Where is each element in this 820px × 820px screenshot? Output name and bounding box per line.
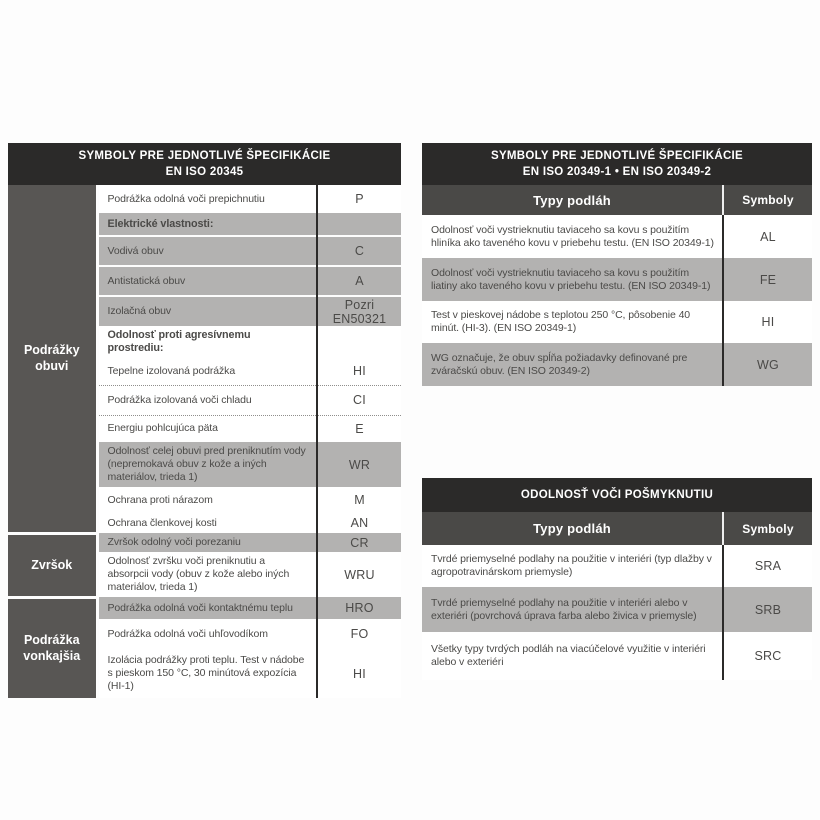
table-row xyxy=(8,533,401,552)
row-symbol: C xyxy=(317,236,401,266)
table-row xyxy=(422,258,812,301)
row-symbol: WRU xyxy=(317,552,401,597)
row-symbol: E xyxy=(317,415,401,442)
row-description: Zvršok odolný voči porezaniu xyxy=(97,533,317,552)
row-symbol: SRA xyxy=(723,545,812,587)
row-symbol: A xyxy=(317,266,401,296)
row-symbol: HRO xyxy=(317,597,401,619)
table-title-line1: SYMBOLY PRE JEDNOTLIVÉ ŠPECIFIKÁCIE xyxy=(490,150,744,162)
table-en-iso-20345 xyxy=(8,143,401,698)
row-description: Ochrana proti nárazom xyxy=(97,487,317,513)
row-description: Podrážka odolná voči uhľovodíkom xyxy=(97,619,317,649)
row-description: Tepelne izolovaná podrážka xyxy=(97,358,317,385)
row-description: Izolácia podrážky proti teplu. Test v nádobe s pieskom 150 °C, 30 minútová expozícia (HI-1) xyxy=(97,649,317,698)
table-title-bar xyxy=(422,143,812,185)
group-label: Podrážky obuvi xyxy=(8,185,97,533)
row-description: Podrážka odolná voči kontaktnému teplu xyxy=(97,597,317,619)
table-title-line2: EN ISO 20345 xyxy=(165,166,244,178)
row-symbol: AL xyxy=(723,215,812,258)
row-symbol xyxy=(317,213,401,236)
table-row xyxy=(422,545,812,587)
table-title-bar xyxy=(422,478,812,512)
table-slip-resistance xyxy=(422,478,812,680)
row-description: Odolnosť proti agresívnemu prostrediu: xyxy=(97,326,317,358)
row-symbol: FE xyxy=(723,258,812,301)
row-description: Energiu pohlcujúca päta xyxy=(97,415,317,442)
group-label: Zvršok xyxy=(8,533,97,597)
table-title-bar xyxy=(8,143,401,185)
table-row xyxy=(8,597,401,619)
row-description: Odolnosť voči vystrieknutiu taviaceho sa kovu s použitím liatiny ako taveného kovu v priebehu testu. (EN ISO 20349-1) xyxy=(422,258,723,301)
row-symbol: SRB xyxy=(723,587,812,632)
table-row xyxy=(422,632,812,680)
column-header-floor-types: Typy podláh xyxy=(422,185,723,215)
table-row xyxy=(422,343,812,386)
table-row xyxy=(422,301,812,343)
row-description: Odolnosť voči vystrieknutiu taviaceho sa kovu s použitím hliníka ako taveného kovu v priebehu testu. (EN ISO 20349-1) xyxy=(422,215,723,258)
row-symbol: CI xyxy=(317,385,401,415)
row-description: Izolačná obuv xyxy=(97,296,317,326)
table-title-line1: ODOLNOSŤ VOČI POŠMYKNUTIU xyxy=(520,489,714,501)
row-symbol: WR xyxy=(317,442,401,487)
spec-table-slip xyxy=(422,512,812,680)
row-symbol: P xyxy=(317,185,401,213)
group-label: Podrážka vonkajšia xyxy=(8,597,97,698)
row-description: Podrážka odolná voči prepichnutiu xyxy=(97,185,317,213)
table-row xyxy=(422,587,812,632)
table-title-line1: SYMBOLY PRE JEDNOTLIVÉ ŠPECIFIKÁCIE xyxy=(78,150,331,162)
table-en-iso-20349 xyxy=(422,143,812,386)
column-header-floor-types: Typy podláh xyxy=(422,512,723,545)
row-symbol: M xyxy=(317,487,401,513)
row-symbol: AN xyxy=(317,513,401,533)
row-symbol xyxy=(317,326,401,358)
row-symbol: HI xyxy=(317,358,401,385)
row-description: Odolnosť celej obuvi pred preniknutím vody (nepremokavá obuv z kože a iných materiálov, trieda 1) xyxy=(97,442,317,487)
row-description: Tvrdé priemyselné podlahy na použitie v interiéri alebo v exteriéri (povrchová úprava farba alebo živica v priemysle) xyxy=(422,587,723,632)
row-symbol: SRC xyxy=(723,632,812,680)
row-symbol: Pozri EN50321 xyxy=(317,296,401,326)
row-symbol: WG xyxy=(723,343,812,386)
row-symbol: FO xyxy=(317,619,401,649)
column-header-row xyxy=(422,185,812,215)
row-description: Vodivá obuv xyxy=(97,236,317,266)
table-row xyxy=(422,215,812,258)
spec-table-20345 xyxy=(8,185,401,698)
row-symbol: HI xyxy=(317,649,401,698)
row-description: Všetky typy tvrdých podláh na viacúčelové využitie v interiéri alebo v exteriéri xyxy=(422,632,723,680)
row-description: Ochrana členkovej kosti xyxy=(97,513,317,533)
row-description: Antistatická obuv xyxy=(97,266,317,296)
row-description: Test v pieskovej nádobe s teplotou 250 °C, pôsobenie 40 minút. (HI-3). (EN ISO 20349-1) xyxy=(422,301,723,343)
row-symbol: CR xyxy=(317,533,401,552)
row-symbol: HI xyxy=(723,301,812,343)
column-header-row xyxy=(422,512,812,545)
spec-table-20349 xyxy=(422,185,812,386)
row-description: Podrážka izolovaná voči chladu xyxy=(97,385,317,415)
table-title-line2: EN ISO 20349-1 • EN ISO 20349-2 xyxy=(522,166,712,178)
row-description: Elektrické vlastnosti: xyxy=(97,213,317,236)
column-header-symbols: Symboly xyxy=(723,185,812,215)
column-header-symbols: Symboly xyxy=(723,512,812,545)
table-row xyxy=(8,185,401,213)
row-description: Tvrdé priemyselné podlahy na použitie v interiéri (typ dlažby v agropotravinárskom priemysle) xyxy=(422,545,723,587)
row-description: WG označuje, že obuv spĺňa požiadavky definované pre zváračskú obuv. (EN ISO 20349-2) xyxy=(422,343,723,386)
row-description: Odolnosť zvršku voči preniknutiu a absorpcii vody (obuv z kože alebo iných materiálov, trieda 1) xyxy=(97,552,317,597)
